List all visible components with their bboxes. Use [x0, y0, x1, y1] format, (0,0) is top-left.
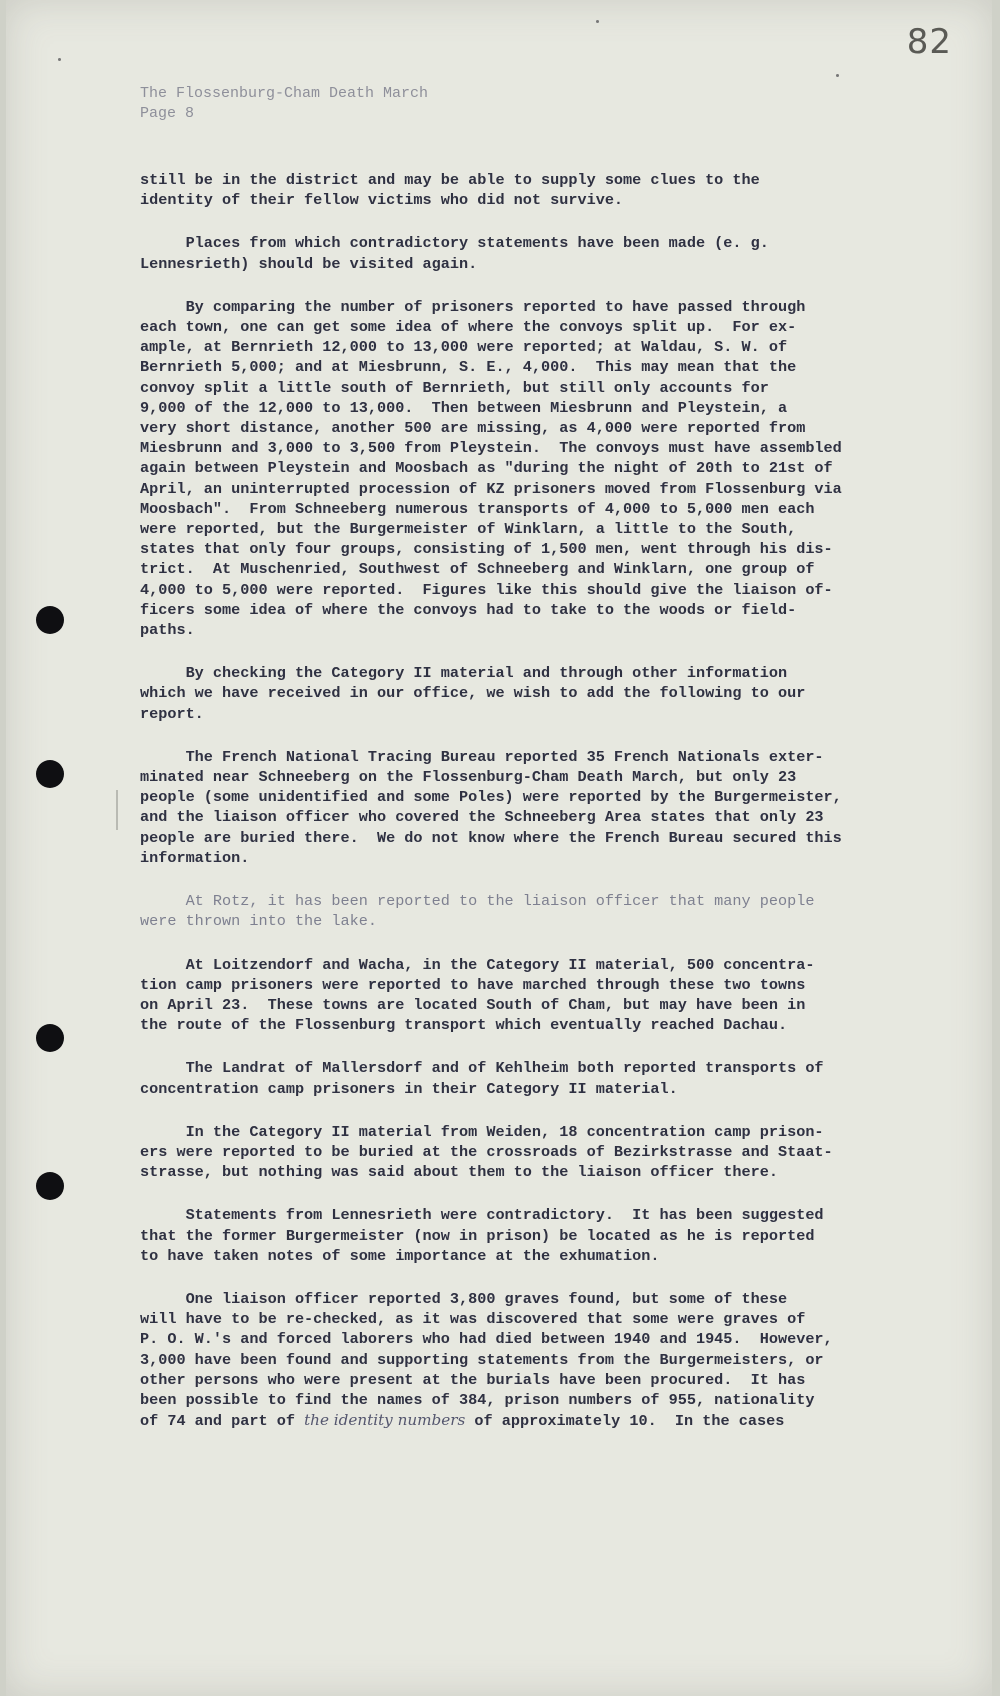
handwritten-insertion: the identity numbers — [304, 1411, 466, 1430]
final-line-suffix: of approximately 10. In the cases — [465, 1412, 785, 1431]
punch-hole — [36, 606, 64, 634]
text-line: By checking the Category II material and through other information — [140, 664, 788, 683]
text-line: Moosbach". From Schneeberg numerous transports of 4,000 to 5,000 men each — [140, 499, 815, 518]
text-line: ample, at Bernrieth 12,000 to 13,000 were reported; at Waldau, S. W. of — [140, 338, 788, 357]
text-line: By comparing the number of prisoners reported to have passed through — [140, 297, 806, 316]
text-line: P. O. W.'s and forced laborers who had died between 1940 and 1945. However, — [140, 1330, 833, 1349]
text-line: The Landrat of Mallersdorf and of Kehlheim both reported transports of — [140, 1059, 824, 1078]
document-page — [6, 0, 992, 1696]
speck — [58, 58, 61, 61]
text-line: strasse, but nothing was said about them to the liaison officer there. — [140, 1163, 778, 1182]
paragraph — [140, 955, 940, 1036]
text-line: that the former Burgermeister (now in prison) be located as he is reported — [140, 1226, 815, 1245]
final-line-prefix: of 74 and part of — [140, 1412, 305, 1431]
text-line: concentration camp prisoners in their Category II material. — [140, 1079, 678, 1098]
header-page: Page 8 — [140, 105, 195, 122]
text-line: The French National Tracing Bureau reported 35 French Nationals exter- — [140, 747, 824, 766]
text-line: very short distance, another 500 are missing, as 4,000 were reported from — [140, 419, 806, 438]
text-line: 9,000 of the 12,000 to 13,000. Then between Miesbrunn and Pleystein, a — [140, 398, 788, 417]
paragraph — [140, 233, 940, 273]
text-line: still be in the district and may be able to supply some clues to the — [140, 171, 760, 189]
paragraph — [140, 1122, 940, 1183]
text-line: were thrown into the lake. — [140, 912, 377, 931]
text-line: which we have received in our office, we wish to add the following to our — [140, 684, 806, 703]
text-line: report. — [140, 704, 204, 723]
text-line: people are buried there. We do not know where the French Bureau secured this — [140, 828, 842, 847]
paragraph — [140, 297, 940, 640]
paragraph — [140, 1289, 940, 1410]
margin-mark — [116, 790, 118, 830]
paragraph — [140, 1205, 940, 1266]
text-line: on April 23. These towns are located South of Cham, but may have been in — [140, 995, 806, 1014]
text-line: states that only four groups, consisting of 1,500 men, went through his dis- — [140, 540, 833, 559]
punch-hole — [36, 1172, 64, 1200]
punch-hole — [36, 760, 64, 788]
text-line-final — [140, 1410, 940, 1431]
text-line: convoy split a little south of Bernrieth, but still only accounts for — [140, 378, 769, 397]
speck — [836, 74, 839, 77]
text-line: Places from which contradictory statements have been made (e. g. — [140, 234, 769, 253]
text-line: In the Category II material from Weiden, 18 concentration camp prison- — [140, 1122, 824, 1141]
text-line: again between Pleystein and Moosbach as "during the night of 20th to 21st of — [140, 459, 833, 478]
text-line: trict. At Muschenried, Southwest of Schneeberg and Winklarn, one group of — [140, 560, 815, 579]
speck — [596, 20, 599, 23]
paragraph — [140, 747, 940, 868]
text-line: April, an uninterrupted procession of KZ prisoners moved from Flossenburg via — [140, 479, 842, 498]
text-line: Lennesrieth) should be visited again. — [140, 254, 478, 273]
text-line: At Loitzendorf and Wacha, in the Category II material, 500 concentra- — [140, 955, 815, 974]
paragraph — [140, 891, 940, 931]
text-line: ficers some idea of where the convoys had to take to the woods or field- — [140, 600, 797, 619]
text-line: One liaison officer reported 3,800 graves found, but some of these — [140, 1289, 788, 1308]
text-line: information. — [140, 848, 250, 867]
text-line: to have taken notes of some importance at the exhumation. — [140, 1246, 660, 1265]
page-number: 82 — [906, 22, 952, 62]
text-line: Bernrieth 5,000; and at Miesbrunn, S. E., 4,000. This may mean that the — [140, 358, 797, 377]
paragraph — [140, 663, 940, 724]
text-line: tion camp prisoners were reported to have marched through these two towns — [140, 975, 806, 994]
header-title: The Flossenburg-Cham Death March — [140, 85, 429, 102]
text-line: ers were reported to be buried at the crossroads of Bezirkstrasse and Staat- — [140, 1142, 833, 1161]
text-line: 3,000 have been found and supporting statements from the Burgermeisters, or — [140, 1350, 824, 1369]
paragraph — [140, 1058, 940, 1098]
text-line: and the liaison officer who covered the Schneeberg Area states that only 23 — [140, 808, 824, 827]
text-line: people (some unidentified and some Poles) were reported by the Burgermeister, — [140, 788, 842, 807]
text-line: other persons who were present at the burials have been procured. It has — [140, 1370, 806, 1389]
text-line: Miesbrunn and 3,000 to 3,500 from Pleystein. The convoys must have assembled — [140, 439, 842, 458]
paragraph — [140, 170, 940, 210]
page-header — [140, 84, 428, 124]
document-body — [140, 170, 940, 1431]
text-line: 4,000 to 5,000 were reported. Figures like this should give the liaison of- — [140, 580, 833, 599]
punch-hole — [36, 1024, 64, 1052]
text-line: identity of their fellow victims who did not survive. — [140, 191, 624, 210]
text-line: At Rotz, it has been reported to the liaison officer that many people — [140, 892, 815, 911]
text-line: Statements from Lennesrieth were contradictory. It has been suggested — [140, 1206, 824, 1225]
text-line: were reported, but the Burgermeister of Winklarn, a little to the South, — [140, 520, 797, 539]
text-line: paths. — [140, 621, 195, 640]
text-line: each town, one can get some idea of where the convoys split up. For ex- — [140, 318, 797, 337]
text-line: the route of the Flossenburg transport which eventually reached Dachau. — [140, 1016, 788, 1035]
text-line: been possible to find the names of 384, prison numbers of 955, nationality — [140, 1390, 815, 1409]
text-line: will have to be re-checked, as it was discovered that some were graves of — [140, 1310, 806, 1329]
text-line: minated near Schneeberg on the Flossenburg-Cham Death March, but only 23 — [140, 768, 797, 787]
